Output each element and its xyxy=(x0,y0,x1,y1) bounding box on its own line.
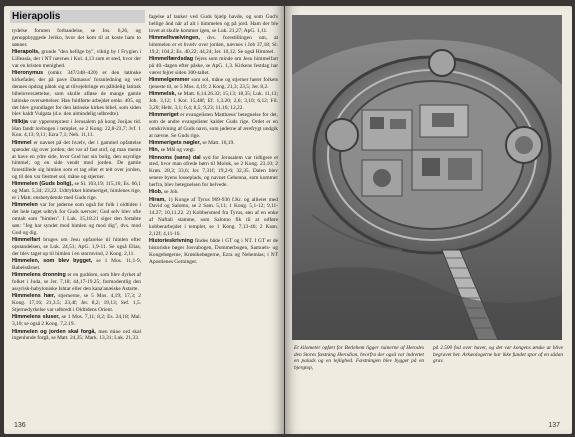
dictionary-entry xyxy=(149,147,278,154)
dictionary-entry xyxy=(149,35,278,56)
entry-text: se 1 Mos. 11,1-9, Babelstårnet. xyxy=(12,258,141,272)
text-column-1 xyxy=(12,28,141,420)
dictionary-entry xyxy=(12,314,141,328)
entry-headword: Hiram, xyxy=(149,196,169,203)
dictionary-entry xyxy=(149,77,278,91)
entry-text: er evangelisten Matthæus' betegnelse for det, som de andre evangelister kalder Guds rige. Ordet er en omskrivning af Guds navn, som jøderne af ærefrygt undgik at nævne. Se Guds rige. xyxy=(149,112,278,139)
entry-text: se 1 Mos. 7,11; 8,2; Es. 24,18; Mal. 3,10; se også 2 Kong. 7,2.19. xyxy=(12,314,141,328)
dictionary-entry xyxy=(149,197,278,238)
entry-text: er navnet på det hvælv, der i gammel opfattelse spænder sig over jorden; det var af fast stof, og man mente at have en ydre side, hvor Gud har sin bolig, den usynlige himmel; og en side vendt mod jorden. De gamle forestillede sig himlen som et tag eller et telt over jorden, og til den var fæstnet sol, måne og stjerner. xyxy=(12,139,141,181)
dictionary-entry xyxy=(149,189,278,196)
page-number-right: 137 xyxy=(548,422,560,429)
entry-headword: Himmerigets nøgler, xyxy=(149,140,203,147)
entry-headword: Hin, xyxy=(149,147,161,154)
entry-headword: Himmelfart xyxy=(12,237,44,244)
entry-text: dvs. forestillingen om, at himmelen er et hvælv over jorden, nævnes i Job 37,18; Sl. 19,2; 104,2; Es. 40,22; 44,24; Jer. 10,12. Se også Himmel. xyxy=(149,35,278,55)
entry-headword: Hinnoms (søns) dal xyxy=(149,154,204,161)
aerial-photo-herodion xyxy=(292,15,562,340)
dictionary-entry xyxy=(149,140,278,147)
entry-text: var ypperstepræst i Jerusalem på kong Josijas tid. Han fandt lovbogen i templet, se 2 Kong. 22,8-23,7; Jvf. 1 Kon. 4,13; 9,11; Ezra 7,1; Neh. 11,11. xyxy=(12,118,141,139)
entry-text: se Matt. 6,14.26.32; 15,13; 18,35; Luk. 11,13; Joh. 3,12; 1 Kor. 15,48f; Ef. 1,3.20; 2,6; 3,10; 6,12; Fil. 3,20; Hebr. 3,1; 6,4; 8,5; 9,23; 11,16; 12,22. xyxy=(149,91,278,111)
dictionary-entry xyxy=(12,140,141,181)
entry-text: fagelse af tanker ved Guds hjælp havde, og som Gud's hellige ånd når af alt i himmelen og på jord. Ham der ble lovet at skulle kommer igen, se Luk. 21,27; ApG. 1,11. xyxy=(149,14,278,34)
entry-text: se Sl. 103,19; 115,16; Es. 66,1 og Matt. 5,34; 23,22. Udtrykket himmeriget, himlenes rige, er i Matt. ensbetydende med Guds rige. xyxy=(12,181,141,202)
entry-text: findes både i GT og i NT. I GT er de historiske bøger Josvabogen, Dommerbogen, Samuels- og Kongebøgerne, Krønikebøgerne, Ezra og Nehemias; i NT Apostlenes Gerninger. xyxy=(149,238,278,265)
dictionary-entry xyxy=(149,14,278,35)
entry-headword: Hierapolis, xyxy=(12,49,42,56)
entry-headword: Himmelfærdsdag xyxy=(149,56,195,63)
entry-text: var for jøderne som også for folk i oldtiden i det hele taget udtryk for Guds nærvær; Gud selv blev ofte omtalt som "himlen". I Luk. 15,18.21 siger den fortabte søn: "Jeg har syndet mod himlen og mod dig", dvs. mod Gud og dig. xyxy=(12,202,141,237)
dictionary-entry xyxy=(12,70,141,118)
section-heading: Hierapolis xyxy=(10,10,145,23)
entry-text: tydelse foruten forbandelse, se Jos. 6,26, og genoppbyggede Jeriko, hvor det kom til at koste ham to sønner. xyxy=(12,28,141,48)
entry-headword: Hilkija xyxy=(12,118,31,125)
photo-caption-1: Et kilometer opført for Betlehem ligger ruinerne af Herodes den Stores fæstning Herodion, hvorfra der også var indrettet en palads og en lejlighed. Fæstningen blev bygget på en bjergtop, xyxy=(294,345,424,371)
entry-headword: Himmelhvælvingen, xyxy=(149,35,208,42)
entry-headword: Himmelens hær, xyxy=(12,293,59,300)
right-page xyxy=(285,6,572,434)
entry-text: se Matt. 16,19. xyxy=(202,140,235,147)
entry-headword: Himmelen (Guds bolig), xyxy=(12,181,75,188)
dictionary-entry xyxy=(12,272,141,293)
entry-headword: Himmelsk, xyxy=(149,91,178,98)
dictionary-entry xyxy=(12,28,141,49)
entry-text: 1) Konge af Tyrus 969-936 f.Kr. og allieret med David og Salomo, se 2 Sam. 5,11; 1 Kong. 5,1-12; 9,11-14.27; 10,11.22. 2) Kobbersmed fra Tyrus, søn af en enke af Naftali stamme, som Salomo fik til at udføre kobberarbejdet i templet, se 1 Kong. 7,13-46; 2 Krøn. 2,12f; 4,11-16. xyxy=(149,196,278,238)
entry-text: som sol, måne og stjerner hører folkets tjeneste til, se 5 Mos. 4,19; 2 Kong. 21,3; 23,5; Jer. 8,2. xyxy=(149,77,278,90)
entry-text: grunde "den hellige by", viktig by i Frygien i Lilleasia, der i NT nævnes i Kol. 4,13 som et sted, hvor der var en kristen menighed. xyxy=(12,49,141,69)
entry-headword: Himmel xyxy=(12,139,34,146)
dictionary-entry xyxy=(149,155,278,190)
dictionary-entry xyxy=(149,112,278,140)
entry-text: se Mål og vægt. xyxy=(160,147,196,154)
dictionary-entry xyxy=(12,329,141,343)
entry-headword: Himmelgemmer xyxy=(149,77,192,84)
dictionary-entry xyxy=(149,238,278,266)
entry-headword: Himmelens dronning xyxy=(12,272,68,279)
entry-headword: Hiob, xyxy=(149,189,164,196)
left-page xyxy=(4,6,284,434)
page-number-left: 136 xyxy=(14,422,26,429)
entry-text: (omkr. 347/348–420) er den latinske kirkefader, der på pave Damasus' foranledning og ved dennes opdrag påtok sig at tilvejebringe en pålidelig latinsk bibeloversættelse, som skulle afløse de mange gamle latinske oversættelser. Han fuldførte arbejdet omkr. 405, og det blev grundlaget for den latinske kirkes bibel, som siden blev kaldt Vulgata (d.e. den almindelig udbredte). xyxy=(12,70,141,118)
entry-text: bruges om Jesu opfarelse til himlen efter opstandelsen, se Luk. 24,51; ApG. 1,9-11. Se også Elias, der blev taget op til himlen i en stormvind, 2 Kong. 2,11. xyxy=(12,237,141,258)
entry-headword: Himmelen xyxy=(12,202,40,209)
dictionary-entry xyxy=(12,293,141,314)
herodion-ruins-illustration xyxy=(292,15,562,340)
dictionary-entry xyxy=(12,181,141,202)
photo-caption-2: på 2.500 fod over havet, og det var kongens ønske at blive begravet her. Arkæologerne har ikke fundet spor af en sådan grav. xyxy=(433,345,563,365)
text-column-2 xyxy=(149,14,278,420)
dictionary-entry xyxy=(12,237,141,258)
entry-text: stjernerne, se 5 Mos. 4,19; 17,3; 2 Kong. 17,16; 21,3.5; 23,4f; Jer. 8,2; 19,13; Sef. 1,5. Stjernedyrkelse var udbredt i Oldtidens Orient. xyxy=(12,293,141,314)
dictionary-entry xyxy=(12,258,141,272)
entry-text: er en guddom, som blev dyrket af folket i Juda, se Jer. 7,18; 44,17-19.25; formodentlig den assyrisk-babyloniske Ishtar eller den kana'anæiske Astarte. xyxy=(12,272,141,293)
entry-headword: Himmelen, som blev bygget, xyxy=(12,258,97,265)
dictionary-entry xyxy=(12,49,141,70)
entry-headword: Himmelen og jorden skal forgå, xyxy=(12,328,99,335)
entry-text: se Job. xyxy=(163,189,179,196)
entry-headword: Hieronymus xyxy=(12,70,49,77)
dictionary-entry xyxy=(12,202,141,237)
entry-text: syd for Jerusalem var tidligere et sted, hvor man ofrede børn til Molok, se 2 Kong. 23,10; 2 Krøn. 28,3; 33,6; Jer. 7,31f; 19,2-6; 32,35. Dalen blev senere byens losseplads, og navnet Gehenna, som kommer herfra, blev betegnelsen for helvede. xyxy=(149,154,278,189)
dictionary-entry xyxy=(149,91,278,112)
entry-headword: Himmelens sluser, xyxy=(12,314,62,321)
entry-headword: Historieskrivning xyxy=(149,238,195,245)
entry-headword: Himmeriget xyxy=(149,112,181,119)
dictionary-entry xyxy=(12,119,141,140)
dictionary-entry xyxy=(149,56,278,77)
entry-text: fejres som minde om Jesu himmelfart på 40.-dagen efter påske, se ApG. 1,3. Kirkens festdag har været fejret siden 300-tallet. xyxy=(149,56,278,76)
entry-text: men mine ord skal ingenlunde forgå, se Matt. 24,35; Mark. 13,31; Luk. 21,33. xyxy=(12,328,141,342)
